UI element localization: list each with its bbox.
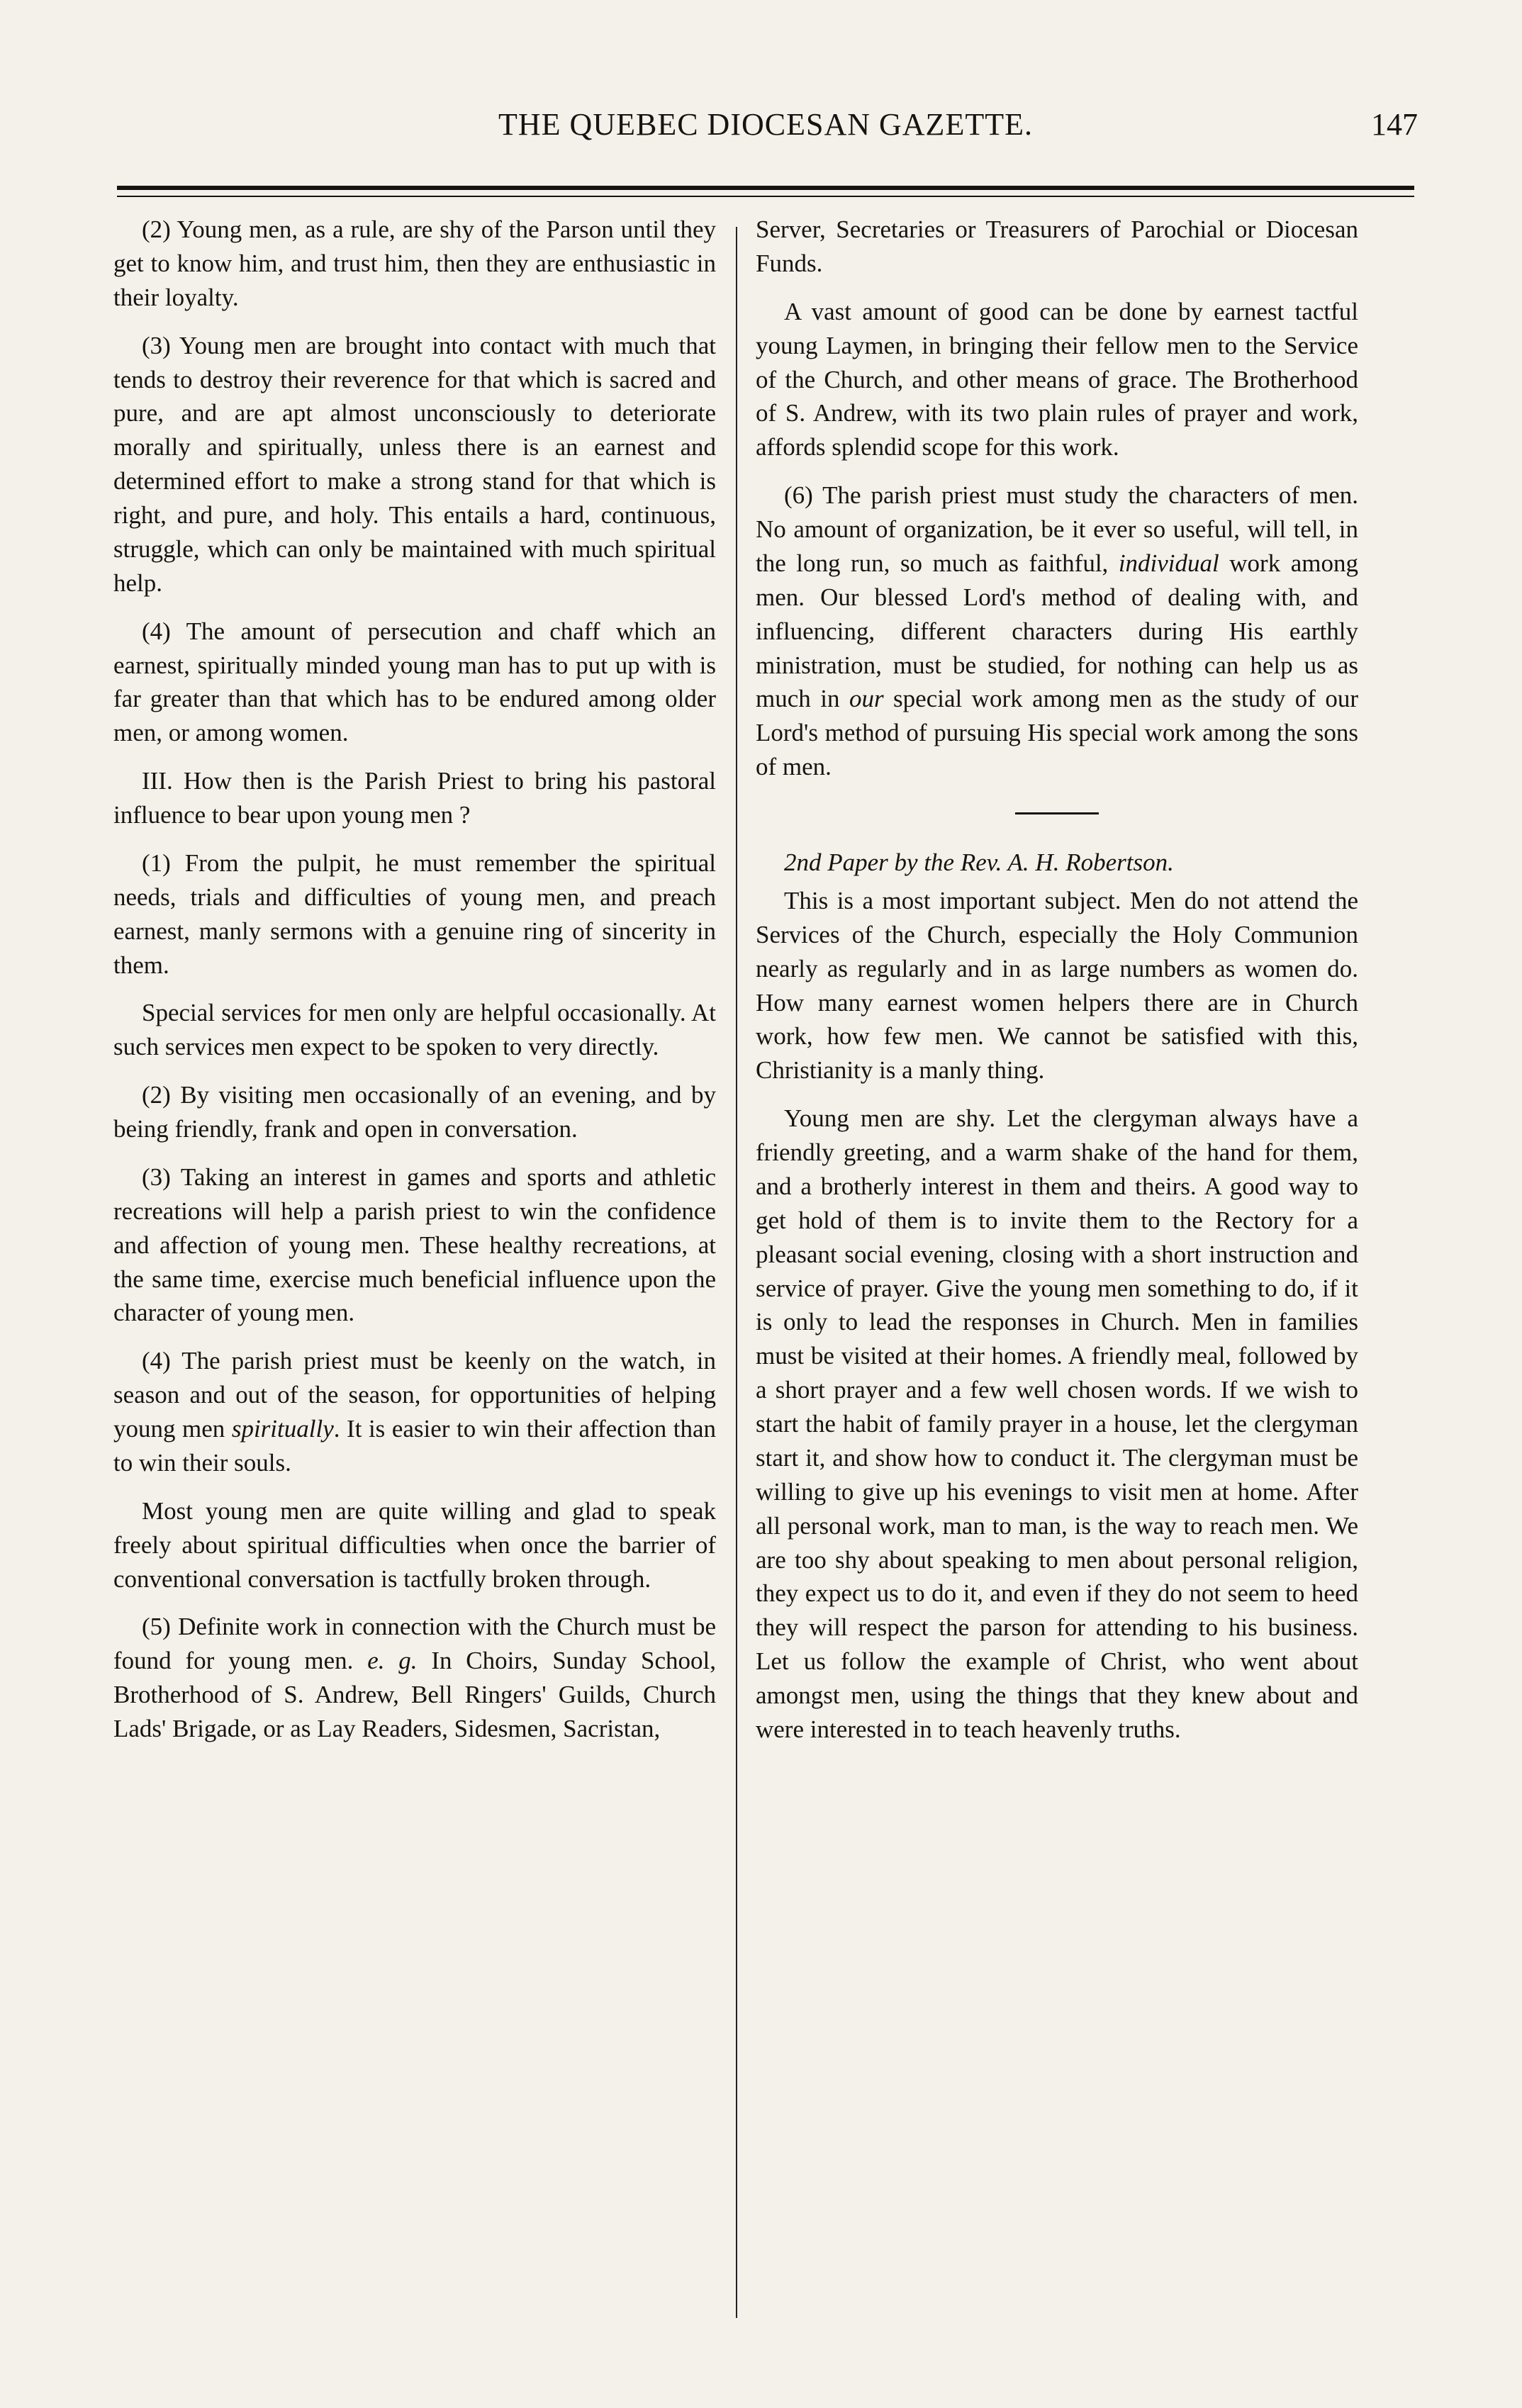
paragraph <box>756 478 1358 784</box>
right-column <box>756 213 1358 2353</box>
paragraph: Special services for men only are helpful occasionally. At such services men expect to be spoken to very directly. <box>113 999 716 1061</box>
text-run: In Choirs, Sunday School, Brotherhood of S. Andrew, Bell Ringers' Guilds, Church Lads' Brigade, or as Lay Readers, Sidesmen, Sacristan, <box>113 1647 716 1742</box>
section-rule <box>1015 812 1099 814</box>
left-column <box>113 213 716 2353</box>
paragraph: (2) By visiting men occasionally of an evening, and by being friendly, frank and open in conversation. <box>113 1081 716 1143</box>
publication-title: THE QUEBEC DIOCESAN GAZETTE. <box>498 107 1033 142</box>
emphasis: our <box>849 685 884 713</box>
page-number: 147 <box>1371 107 1418 142</box>
paragraph: A vast amount of good can be done by earnest tactful young Laymen, in bringing their fellow men to the Service of the Church, and other means of grace. The Brotherhood of S. Andrew, with its two plain rules of prayer and work, affords splendid scope for this work. <box>756 297 1358 461</box>
text-run: special work among men as the study of our Lord's method of pursuing His special work among the sons of men. <box>756 685 1358 781</box>
column-divider <box>736 227 737 2318</box>
paragraph: This is a most important subject. Men do not attend the Services of the Church, especially the Holy Communion nearly as regularly and in as large numbers as women do. How many earnest women helpers there are in Church work, how few men. We cannot be satisfied with this, Christianity is a manly thing. <box>756 886 1358 1085</box>
paragraph: III. How then is the Parish Priest to bring his pastoral influence to bear upon young men ? <box>113 767 716 829</box>
paragraph <box>113 1344 716 1480</box>
paragraph: (3) Young men are brought into contact with much that tends to destroy their reverence for that which is sacred and pure, and are apt almost unconsciously to deteriorate morally and spiritually, unless there is an earnest and determined effort to make a strong stand for that which is right, and pure, and holy. This entails a hard, continuous, struggle, which can only be maintained with much spiritual help. <box>113 331 716 597</box>
paragraph: (1) From the pulpit, he must remember the spiritual needs, trials and difficulties of young men, and preach earnest, manly sermons with a genuine ring of sincerity in them. <box>113 849 716 979</box>
text-run: . It is easier to win their affection than to win their souls. <box>113 1415 716 1477</box>
paragraph: Most young men are quite willing and glad to speak freely about spiritual difficulties when once the barrier of conventional conversation is tactfully broken through. <box>113 1496 716 1593</box>
header-rule-thick <box>117 186 1414 190</box>
emphasis: individual <box>1118 549 1219 577</box>
paragraph: (4) The amount of persecution and chaff which an earnest, spiritually minded young man has to put up with is far greater than that which has to be endured among older men, or among women. <box>113 617 716 747</box>
page-header <box>113 106 1418 156</box>
paragraph: (2) Young men, as a rule, are shy of the Parson until they get to know him, and trust him, then they are enthusiastic in their loyalty. <box>113 215 716 311</box>
text-run: (5) Definite work in connection with the Church must be found for young men. <box>113 1613 716 1675</box>
emphasis: e. g. <box>367 1647 418 1675</box>
emphasis: spiritually <box>231 1415 334 1443</box>
paper-byline: 2nd Paper by the Rev. A. H. Robertson. <box>784 849 1174 876</box>
paragraph <box>113 1610 716 1746</box>
text-run: work among men. Our blessed Lord's method of dealing with, and influencing, different characters during His earthly ministration, must be studied, for nothing can help us as much in <box>756 549 1358 713</box>
paragraph: Young men are shy. Let the clergyman always have a friendly greeting, and a warm shake of the hand for them, and a brotherly interest in them and theirs. A good way to get hold of them is to invite them to the Rectory for a pleasant social evening, closing with a short instruction and service of prayer. Give the young men something to do, if it is only to lead the responses in Church. Men in families must be visited at their homes. A friendly meal, followed by a short prayer and a few well chosen words. If we wish to start the habit of family prayer in a house, let the clergyman start it, and show how to conduct it. The clergyman must be willing to give up his evenings to visit men at home. After all personal work, man to man, is the way to reach men. We are too shy about speaking to men about personal religion, they expect us to do it, and even if they do not seem to heed they will respect the parson for attending to his business. Let us follow the example of Christ, who went about amongst men, using the things that they knew about and were interested in to teach heavenly truths. <box>756 1104 1358 1743</box>
header-rule-thin <box>117 196 1414 197</box>
text-run: (6) The parish priest must study the characters of men. No amount of organization, be it ever so useful, will tell, in the long run, so much as faithful, <box>756 481 1358 577</box>
paragraph: Server, Secretaries or Treasurers of Parochial or Diocesan Funds. <box>756 215 1358 277</box>
text-run: (4) The parish priest must be keenly on the watch, in season and out of the season, for opportunities of helping young men <box>113 1347 716 1443</box>
paragraph: (3) Taking an interest in games and sports and athletic recreations will help a parish priest to win the confidence and affection of young men. These healthy recreations, at the same time, exercise much beneficial influence upon the character of young men. <box>113 1163 716 1327</box>
